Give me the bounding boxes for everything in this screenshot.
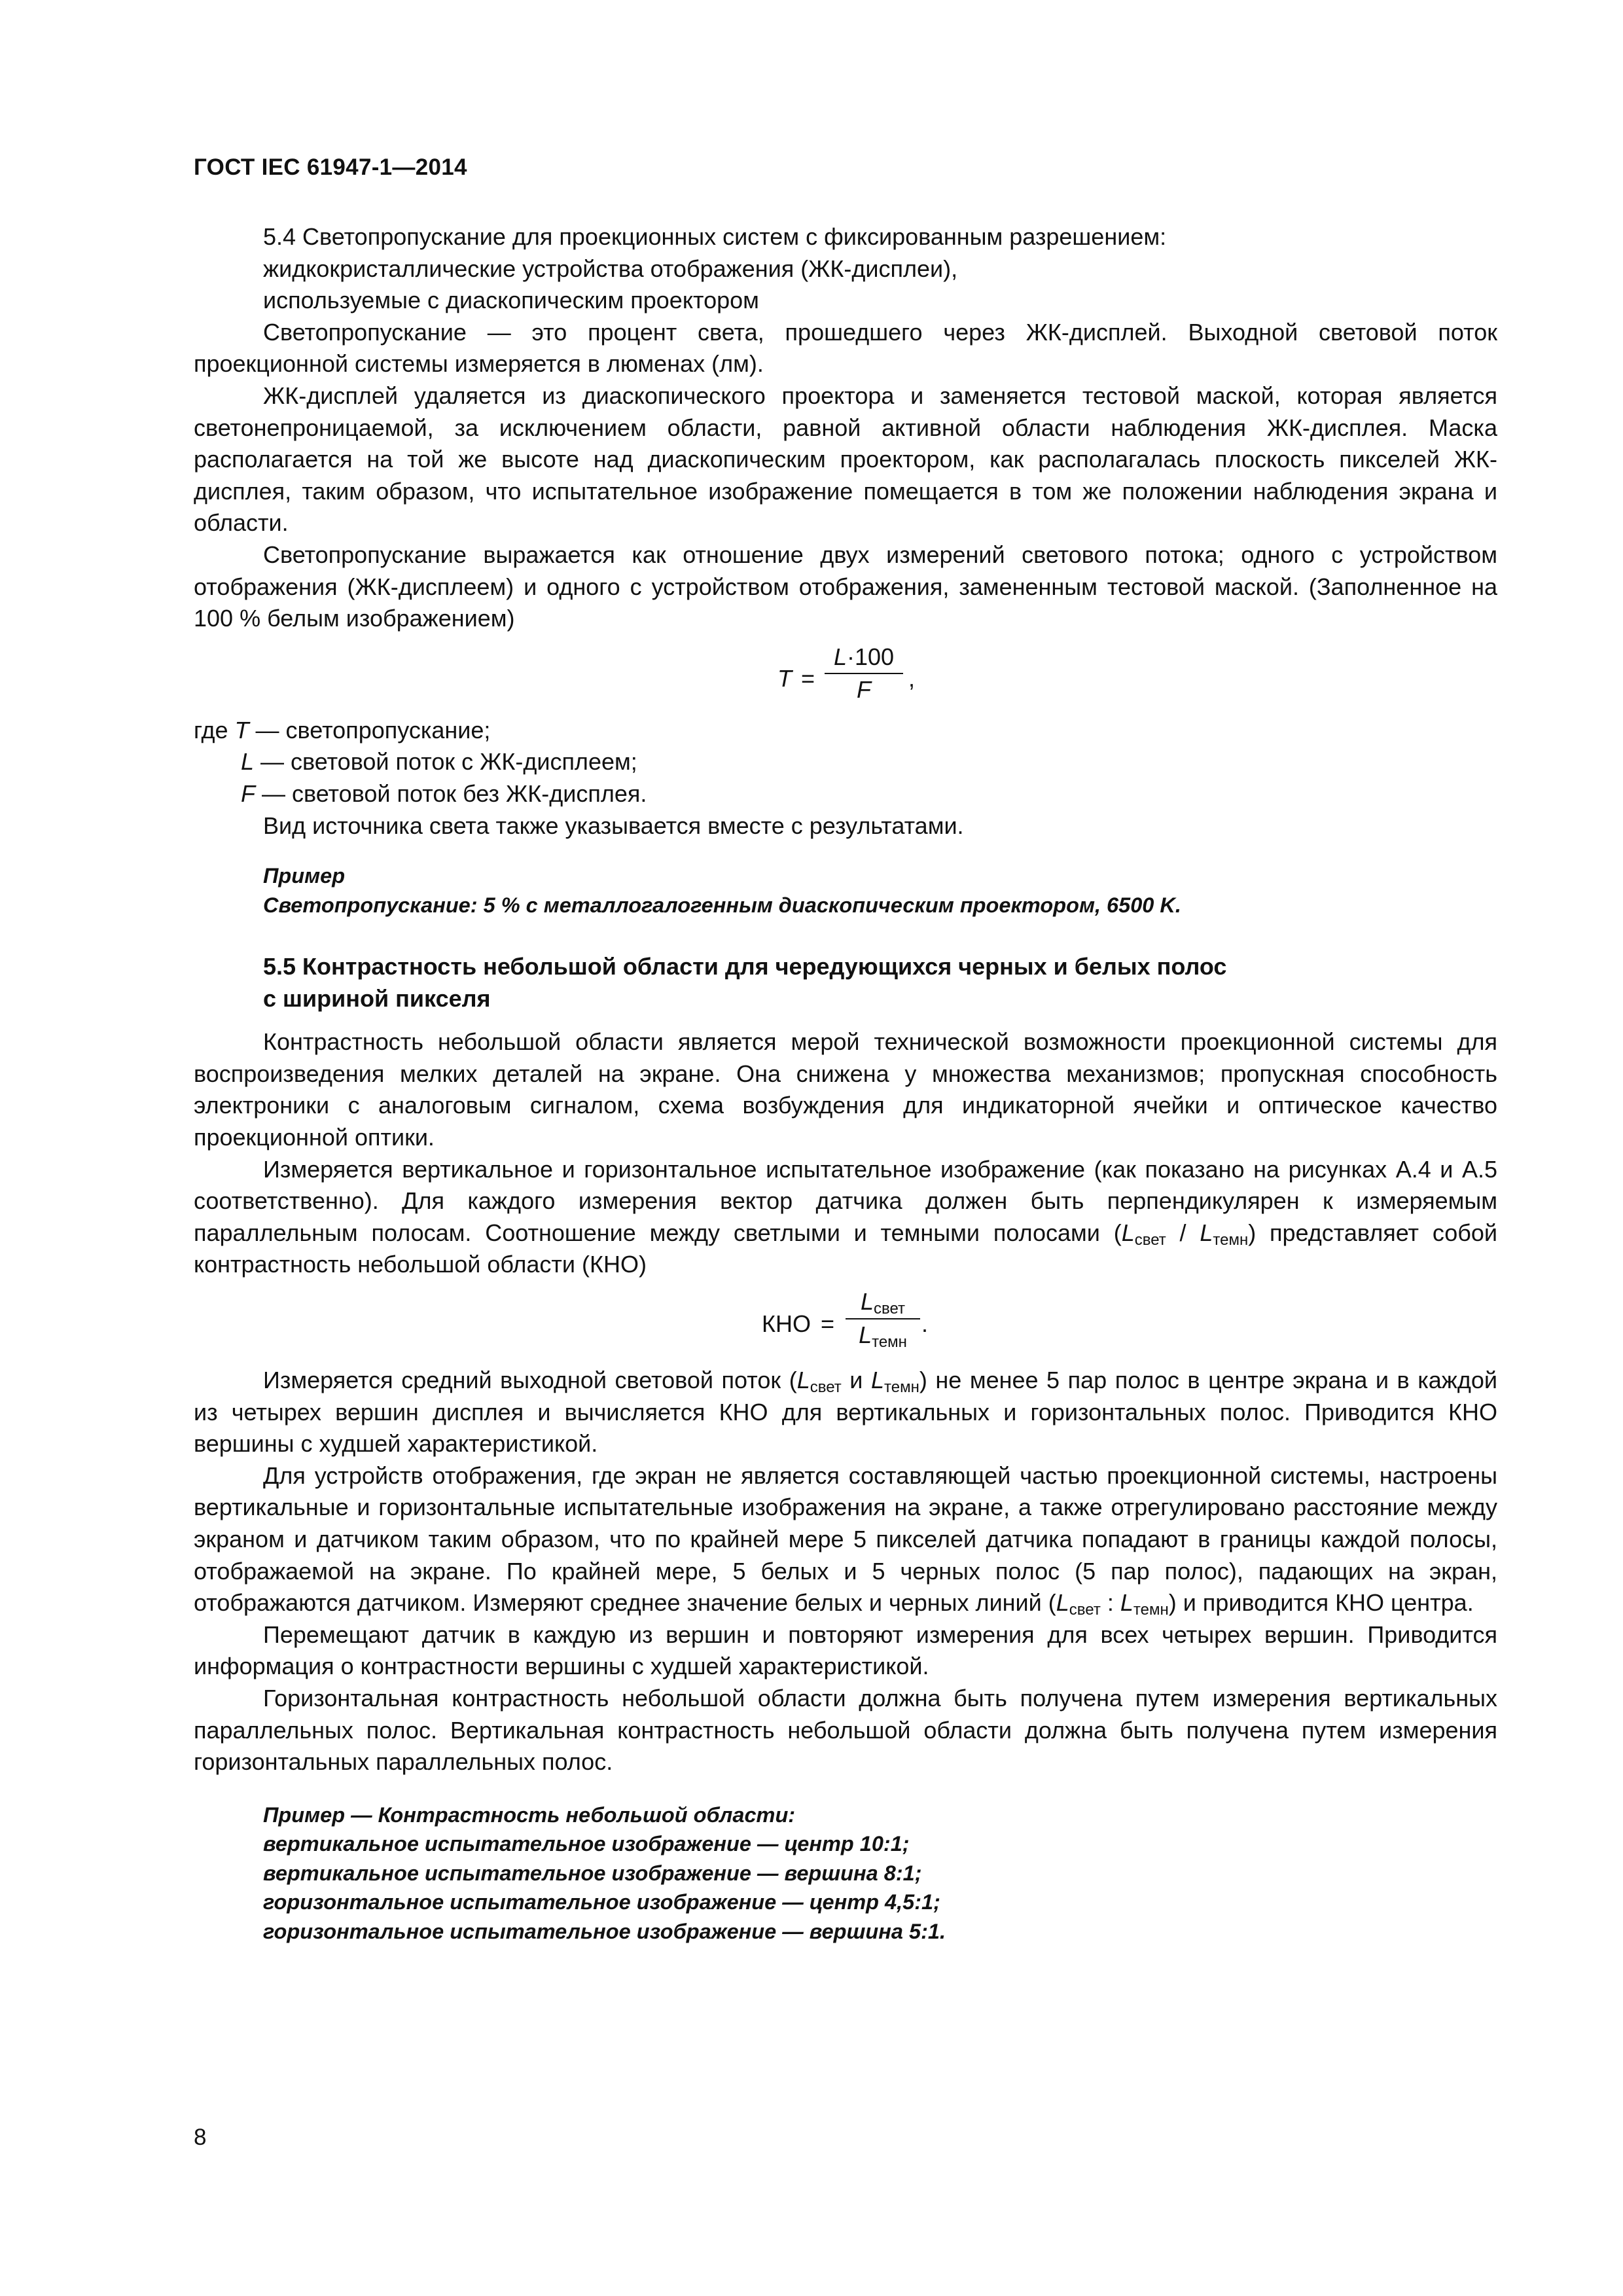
definitions-list — [194, 715, 1497, 810]
example-line: Пример — Контрастность небольшой области: — [263, 1803, 796, 1827]
paragraph-with-symbols: Измеряется вертикальное и горизонтальное испытательное изображение (как показано на рисунках А.4 и А.5 соответственно). Для каждого измерения вектор датчика должен быть перпендикулярен к измеряемым параллельным полосам. Соотношение между светлыми и темными полосами $(L_{свет} / L_{темн})$ представляет собой контрастность небольшой области (КНО) — [194, 1155, 1497, 1278]
formula-numerator-rest: ·100 — [846, 643, 895, 670]
example-line: горизонтальное испытательное изображение — центр 4,5:1; — [263, 1890, 940, 1914]
document-body — [194, 221, 1497, 1946]
paragraph: Вид источника света также указывается вместе с результатами. — [263, 812, 964, 839]
definition-item: F — световой поток без ЖК-дисплея. — [241, 780, 647, 807]
paragraph: Контрастность небольшой области является мерой технической возможности проекционной системы для воспроизведения мелких деталей на экране. Она снижена у множества механизмов; пропускная способность электроники с аналоговым сигналом, схема возбуждения для индикаторной ячейки и оптическое качество проекционной оптики. — [194, 1028, 1497, 1151]
formula-trailing-comma: , — [908, 664, 916, 692]
formula-lhs: КНО — [762, 1310, 811, 1338]
example-line: вертикальное испытательное изображение — центр 10:1; — [263, 1832, 910, 1856]
example-label: Пример — [263, 864, 346, 888]
formula-equals: = — [821, 1310, 835, 1338]
paragraph-with-symbols: Для устройств отображения, где экран не является составляющей частью проекционной системы, настроены вертикальные и горизонтальные испытательные изображения на экране, а также отрегулировано расстояние между экраном и датчиком таким образом, что по крайней мере 5 пикселей датчика попадают в границы каждой полосы, отображаемой на экране. По крайней мере, 5 белых и 5 черных полос (5 пар полос), падающих на экран, отображаются датчиком. Измеряют среднее значение белых и черных линий ($L_{свет}$ : $L_{темн}$) и приводится КНО центра. — [194, 1462, 1497, 1619]
paragraph-with-symbols: Измеряется средний выходной световой поток ($L_{свет}$ и $L_{темн}$) не менее 5 пар полос в центре экрана и в каждой из четырех вершин дисплея и вычисляется КНО для вертикальных и горизонтальных полос. Приводится КНО вершины с худшей характеристикой. — [194, 1367, 1498, 1458]
formula-trailing-dot: . — [921, 1310, 929, 1338]
definition-item: L — световой поток с ЖК-дисплеем; — [241, 748, 637, 776]
formula-equals: = — [801, 664, 815, 692]
paragraph: Горизонтальная контрастность небольшой области должна быть получена путем измерения вертикальных параллельных полос. Вертикальная контрастность небольшой области должна быть получена путем измерения горизонтальных параллельных полос. — [194, 1684, 1497, 1776]
paragraph: Светопропускание — это процент света, прошедшего через ЖК-дисплей. Выходной световой поток проекционной системы измеряется в люменах (лм). — [194, 318, 1497, 378]
example-line: вертикальное испытательное изображение — вершина 8:1; — [263, 1861, 922, 1885]
definition-item: где T — светопропускание; — [194, 716, 491, 744]
formula-fraction: $L_{свет}$ $L_{темн}$ — [846, 1286, 920, 1351]
section-5-4-title-line-2: жидкокристаллические устройства отображения (ЖК-дисплеи), — [263, 255, 958, 282]
example-line: горизонтальное испытательное изображение — вершина 5:1. — [263, 1919, 946, 1943]
formula-numerator-var: L — [833, 643, 847, 670]
document-header: ГОСТ IEC 61947-1—2014 — [194, 154, 467, 180]
section-5-4-title-line-3: используемые с диаскопическим проектором — [263, 287, 759, 314]
example-text: Светопропускание: 5 % с металлогалогенным диаскопическим проектором, 6500 K. — [263, 893, 1181, 917]
formula-contrast — [194, 1281, 1497, 1365]
section-5-5-title-line-2: с шириной пикселя — [263, 984, 491, 1012]
paragraph: ЖК-дисплей удаляется из диаскопического проектора и заменяется тестовой маской, которая является светонепроницаемой, за исключением области, равной активной области наблюдения ЖК-дисплея. Маска располагается на той же высоте над диаскопическим проектором, как располагалась плоскость пикселей ЖК-дисплея, таким образом, что испытательное изображение помещается в том же положении наблюдения экрана и области. — [194, 382, 1497, 537]
page-number: 8 — [194, 2125, 207, 2150]
paragraph: Перемещают датчик в каждую из вершин и повторяют измерения для всех четырех вершин. Приводится информация о контрастности вершины с худшей характеристикой. — [194, 1621, 1497, 1680]
section-5-5-title-line-1: 5.5 Контрастность небольшой области для чередующихся черных и белых полос — [263, 953, 1227, 980]
formula-denominator: F — [857, 676, 871, 704]
formula-lhs: T — [777, 664, 792, 692]
example-block — [194, 1801, 1497, 1946]
paragraph: Светопропускание выражается как отношение двух измерений светового потока; одного с устройством отображения (ЖК-дисплеем) и одного с устройством отображения, замененным тестовой маской. (Заполненное на 100 % белым изображением) — [194, 541, 1497, 632]
formula-transmittance — [194, 635, 1497, 715]
section-5-4-title-line-1: 5.4 Светопропускание для проекционных систем с фиксированным разрешением: — [263, 223, 1167, 250]
formula-fraction — [825, 641, 903, 706]
